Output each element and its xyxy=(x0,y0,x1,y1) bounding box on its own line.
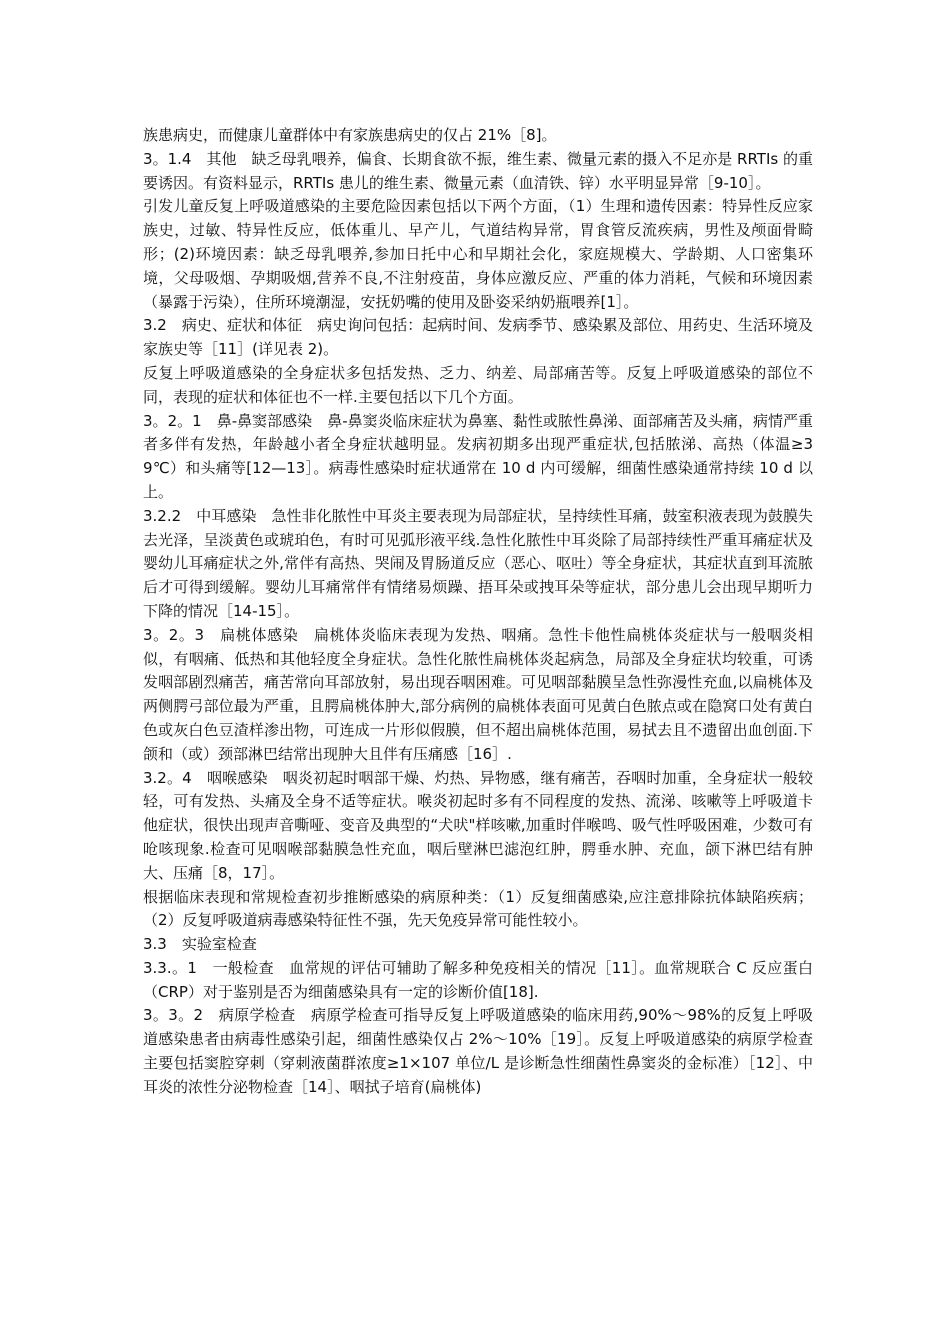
paragraph-family-history: 族患病史，而健康儿童群体中有家族患病史的仅占 21%［8]。 xyxy=(143,126,557,144)
paragraph-3-2-history-symptoms: 3.2 病史、症状和体征 病史询问包括：起病时间、发病季节、感染累及部位、用药史、生活环境及家族史等［11］(详见表 2)。 xyxy=(143,316,813,359)
paragraph-systemic-symptoms: 反复上呼吸道感染的全身症状多包括发热、乏力、纳差、局部痛苦等。反复上呼吸道感染的部位不同，表现的症状和体征也不一样.主要包括以下几个方面。 xyxy=(143,363,813,406)
paragraph-3-2-1-nasal-sinus: 3。2。1 鼻-鼻窦部感染 鼻-鼻窦炎临床症状为鼻塞、黏性或脓性鼻涕、面部痛苦及头痛，病情严重者多伴有发热，年龄越小者全身症状越明显。发病初期多出现严重症状,包括脓涕、高热（体温≥39℃）和头痛等[12—13］。病毒性感染时症状通常在 10 d 内可缓解，细菌性感染通常持续 10 d 以上。 xyxy=(143,411,813,501)
paragraph-pathogen-inference: 根据临床表现和常规检查初步推断感染的病原种类：（1）反复细菌感染,应注意排除抗体缺陷疾病；（2）反复呼吸道病毒感染特征性不强，先天免疫异常可能性较小。 xyxy=(143,887,813,930)
paragraph-3-2-3-tonsil: 3。2。3 扁桃体感染 扁桃体炎临床表现为发热、咽痛。急性卡他性扁桃体炎症状与一般咽炎相似，有咽痛、低热和其他轻度全身症状。急性化脓性扁桃体炎起病急，局部及全身症状均较重，可诱发咽部剧烈痛苦，痛苦常向耳部放射，易出现吞咽困难。可见咽部黏膜呈急性弥漫性充血,以扁桃体及两侧腭弓部位最为严重，且腭扁桃体肿大,部分病例的扁桃体表面可见黄白色脓点或在隐窝口处有黄白色或灰白色豆渣样渗出物，可连成一片形似假膜，但不超出扁桃体范围，易拭去且不遗留出血创面.下颌和（或）颈部淋巴结常出现肿大且伴有压痛感［16］. xyxy=(143,625,813,763)
paragraph-3-2-2-middle-ear: 3.2.2 中耳感染 急性非化脓性中耳炎主要表现为局部症状，呈持续性耳痛，鼓室积液表现为鼓膜失去光泽，呈淡黄色或琥珀色，有时可见弧形液平线.急性化脓性中耳炎除了局部持续性严重耳痛症状及婴幼儿耳痛症状之外,常伴有高热、哭闹及胃肠道反应（恶心、呕吐）等全身症状，其症状直到耳流脓后才可得到缓解。婴幼儿耳痛常伴有情绪易烦躁、捂耳朵或拽耳朵等症状，部分患儿会出现早期听力下降的情况［14-15］。 xyxy=(143,506,813,620)
paragraph-3-3-1-general-tests: 3.3.。1 一般检查 血常规的评估可辅助了解多种免疫相关的情况［11］。血常规联合 C 反应蛋白（CRP）对于鉴别是否为细菌感染具有一定的诊断价值[18]. xyxy=(143,958,813,1001)
paragraph-3-3-2-etiology-tests: 3。3。2 病原学检查 病原学检查可指导反复上呼吸道感染的临床用药,90%～98%的反复上呼吸道感染患者由病毒性感染引起，细菌性感染仅占 2%～10%［19］。反复上呼吸道感染的病原学检查主要包括窦腔穿刺（穿刺液菌群浓度≥1×107 单位/L 是诊断急性细菌性鼻窦炎的金标准）［12］、中耳炎的浓性分泌物检查［14］、咽拭子培育(扁桃体) xyxy=(143,1006,813,1096)
paragraph-risk-factors: 引发儿童反复上呼吸道感染的主要危险因素包括以下两个方面，（1）生理和遗传因素：特异性反应家族史，过敏、特异性反应，低体重儿、早产儿，气道结构异常，胃食管反流疾病，男性及颅面骨畸形；(2)环境因素：缺乏母乳喂养,参加日托中心和早期社会化，家庭规模大、学龄期、人口密集环境，父母吸烟、孕期吸烟,营养不良,不注射疫苗，身体应激反应、严重的体力消耗，气候和环境因素（暴露于污染），住所环境潮湿，安抚奶嘴的使用及卧姿采纳奶瓶喂养[1］。 xyxy=(143,197,813,311)
paragraph-3-1-4-other: 3。1.4 其他 缺乏母乳喂养，偏食、长期食欲不振，维生素、微量元素的摄入不足亦是 RRTIs 的重要诱因。有资料显示，RRTIs 患儿的维生素、微量元素（血清铁、锌）水平明显异常［9-10］。 xyxy=(143,149,813,192)
document-body xyxy=(143,124,813,1100)
paragraph-3-2-4-pharynx-larynx: 3.2。4 咽喉感染 咽炎初起时咽部干燥、灼热、异物感，继有痛苦，吞咽时加重，全身症状一般较轻，可有发热、头痛及全身不适等症状。喉炎初起时多有不同程度的发热、流涕、咳嗽等上呼吸道卡他症状，很快出现声音嘶哑、变音及典型的“犬吠"样咳嗽,加重时伴喉鸣、吸气性呼吸困难，少数可有呛咳现象.检查可见咽喉部黏膜急性充血，咽后壁淋巴滤泡红肿，腭垂水肿、充血，颌下淋巴结有肿大、压痛［8，17］。 xyxy=(143,768,813,882)
section-heading-3-3-lab-tests: 3.3 实验室检查 xyxy=(143,935,257,954)
